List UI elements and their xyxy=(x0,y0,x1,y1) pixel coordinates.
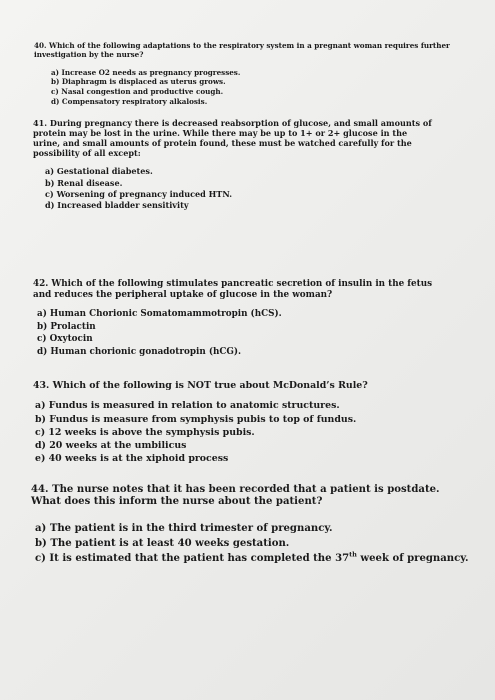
question-42 xyxy=(33,279,443,358)
question-text: During pregnancy there is decreased reabsorption of glucose, and small amounts of protein may be lost in the urine. While there may be up to 1+ or 2+ glucose in the urine, and small amounts of protein found, these must be watched carefully for the possibility of all except: xyxy=(33,118,432,158)
question-number: 41. xyxy=(33,118,48,128)
answer-option: c) Worsening of pregnancy induced HTN. xyxy=(45,188,233,199)
answer-option: d) Increased bladder sensitivity xyxy=(45,199,189,210)
question-stem xyxy=(33,119,435,158)
question-stem xyxy=(34,42,454,60)
answer-option: a) Gestational diabetes. xyxy=(45,166,153,177)
option-text: week of pregnancy. xyxy=(356,552,469,564)
question-text: Which of the following adaptations to the respiratory system in a pregnant woman requires further investigation by the nurse? xyxy=(34,41,450,59)
answer-option: e) 40 weeks is at the xiphoid process xyxy=(35,453,229,465)
question-text: Which of the following is NOT true about McDonald’s Rule? xyxy=(52,380,368,391)
answer-option: a) The patient is in the third trimester of pregnancy. xyxy=(35,522,333,534)
question-text: Which of the following stimulates pancreatic secretion of insulin in the fetus and reduces the peripheral uptake of glucose in the woman? xyxy=(33,279,433,300)
question-stem xyxy=(31,484,471,509)
answer-option: a) Fundus is measured in relation to anatomic structures. xyxy=(35,400,340,412)
answer-option xyxy=(35,551,471,566)
answer-options xyxy=(33,166,435,211)
answer-options xyxy=(33,399,453,465)
question-text: The nurse notes that it has been recorded that a patient is postdate. What does this inform the nurse about the patient? xyxy=(31,484,440,508)
answer-option: a) Increase O2 needs as pregnancy progresses. xyxy=(51,67,241,77)
question-number: 43. xyxy=(33,380,50,391)
option-text: c) It is estimated that the patient has completed the 37 xyxy=(35,552,350,564)
answer-option: a) Human Chorionic Somatomammotropin (hCS). xyxy=(37,309,282,320)
answer-option: b) Renal disease. xyxy=(45,177,123,188)
question-40 xyxy=(34,42,454,106)
answer-option: c) Nasal congestion and productive cough. xyxy=(51,87,224,96)
answer-option: b) The patient is at least 40 weeks gestation. xyxy=(35,537,290,549)
question-41 xyxy=(33,119,435,211)
question-43 xyxy=(33,380,453,465)
question-44 xyxy=(31,484,471,566)
answer-options xyxy=(34,68,454,107)
question-stem xyxy=(33,279,443,300)
answer-option: c) Oxytocin xyxy=(37,334,93,345)
answer-options xyxy=(33,308,443,358)
answer-option: d) 20 weeks at the umbilicus xyxy=(35,439,187,451)
answer-option: d) Compensatory respiratory alkalosis. xyxy=(51,96,208,106)
answer-option: b) Fundus is measure from symphysis pubis to top of fundus. xyxy=(35,413,357,425)
question-number: 42. xyxy=(33,279,49,289)
question-number: 44. xyxy=(31,484,49,495)
answer-option: b) Prolactin xyxy=(37,321,96,332)
answer-option: d) Human chorionic gonadotropin (hCG). xyxy=(37,346,242,357)
answer-option: b) Diaphragm is displaced as uterus grows. xyxy=(51,77,226,87)
ordinal-suffix: th xyxy=(349,550,357,559)
question-number: 40. xyxy=(34,41,47,50)
answer-options xyxy=(31,521,471,566)
answer-option: c) 12 weeks is above the symphysis pubis. xyxy=(35,426,255,438)
question-stem xyxy=(33,380,453,391)
